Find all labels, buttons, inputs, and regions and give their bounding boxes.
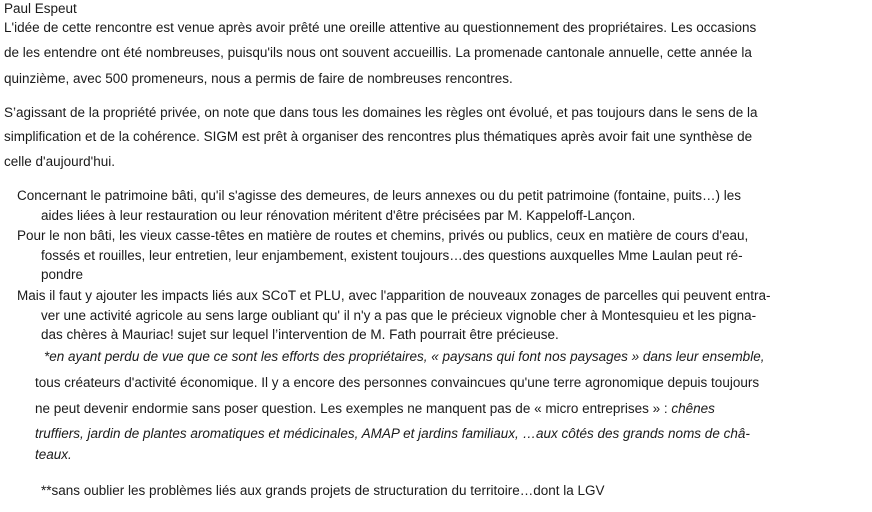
bullet-scot-plu: Mais il faut y ajouter les impacts liés aux SCoT et PLU, avec l'apparition de nouveaux zonages de parcelles qui peuvent entra-: [17, 288, 771, 303]
paragraph-2-line: S’agissant de la propriété privée, on note que dans tous les domaines les règles ont évolué, et pas toujours dans le sens de la: [4, 105, 758, 120]
footnote-1-line: teaux.: [35, 447, 72, 462]
bullet-patrimoine-bati: aides liées à leur restauration ou leur rénovation méritent d'être précisées par M. Kappeloff-Lançon.: [41, 208, 636, 223]
bullet-non-bati: pondre: [41, 267, 84, 282]
paragraph-1-line: quinzième, avec 500 promeneurs, nous a permis de faire de nombreuses rencontres.: [4, 71, 513, 86]
author-name: Paul Espeut: [4, 1, 77, 16]
footnote-1-italic-text: chênes: [671, 401, 715, 416]
paragraph-1-line: L'idée de cette rencontre est venue après avoir prêté une oreille attentive au questionnement des propriétaires. Les occasions: [4, 20, 757, 35]
footnote-1-line: tous créateurs d'activité économique. Il y a encore des personnes convaincues qu'une terre agronomique depuis toujours: [35, 375, 760, 390]
bullet-patrimoine-bati: Concernant le patrimoine bâti, qu'il s'agisse des demeures, de leurs annexes ou du petit patrimoine (fontaine, puits…) les: [17, 188, 742, 203]
bullet-scot-plu: ver une activité agricole au sens large oubliant qu' il n'y a pas que le précieux vignoble cher à Montesquieu et les pigna-: [41, 308, 757, 323]
bullet-non-bati: fossés et rouilles, leur entretien, leur enjambement, existent toujours…des questions auxquelles Mme Laulan peut ré-: [41, 248, 743, 263]
footnote-1-line: truffiers, jardin de plantes aromatiques et médicinales, AMAP et jardins familiaux, …aux côtés des grands noms de châ-: [35, 426, 750, 441]
footnote-1-text: ne peut devenir endormie sans poser question. Les exemples ne manquent pas de « micro entreprises » :: [35, 401, 672, 416]
bullet-non-bati: Pour le non bâti, les vieux casse-têtes en matière de routes et chemins, privés ou publics, ceux en matière de cours d'eau,: [17, 228, 749, 243]
footnote-1-line: *en ayant perdu de vue que ce sont les efforts des propriétaires, « paysans qui font nos paysages » dans leur ensemble,: [44, 349, 765, 364]
paragraph-2-line: celle d'aujourd'hui.: [4, 154, 115, 169]
footnote-1-line: [35, 400, 715, 418]
paragraph-2-line: simplification et de la cohérence. SIGM est prêt à organiser des rencontres plus thématiques après avoir fait une synthèse de: [4, 129, 753, 144]
bullet-scot-plu: das chères à Mauriac! sujet sur lequel l’intervention de M. Fath pourrait être précieuse.: [41, 327, 559, 342]
paragraph-1-line: de les entendre ont été nombreuses, puisqu'ils nous ont souvent accueillis. La promenade cantonale annuelle, cette année la: [4, 45, 752, 60]
footnote-2: **sans oublier les problèmes liés aux grands projets de structuration du territoire…dont la LGV: [41, 483, 605, 498]
